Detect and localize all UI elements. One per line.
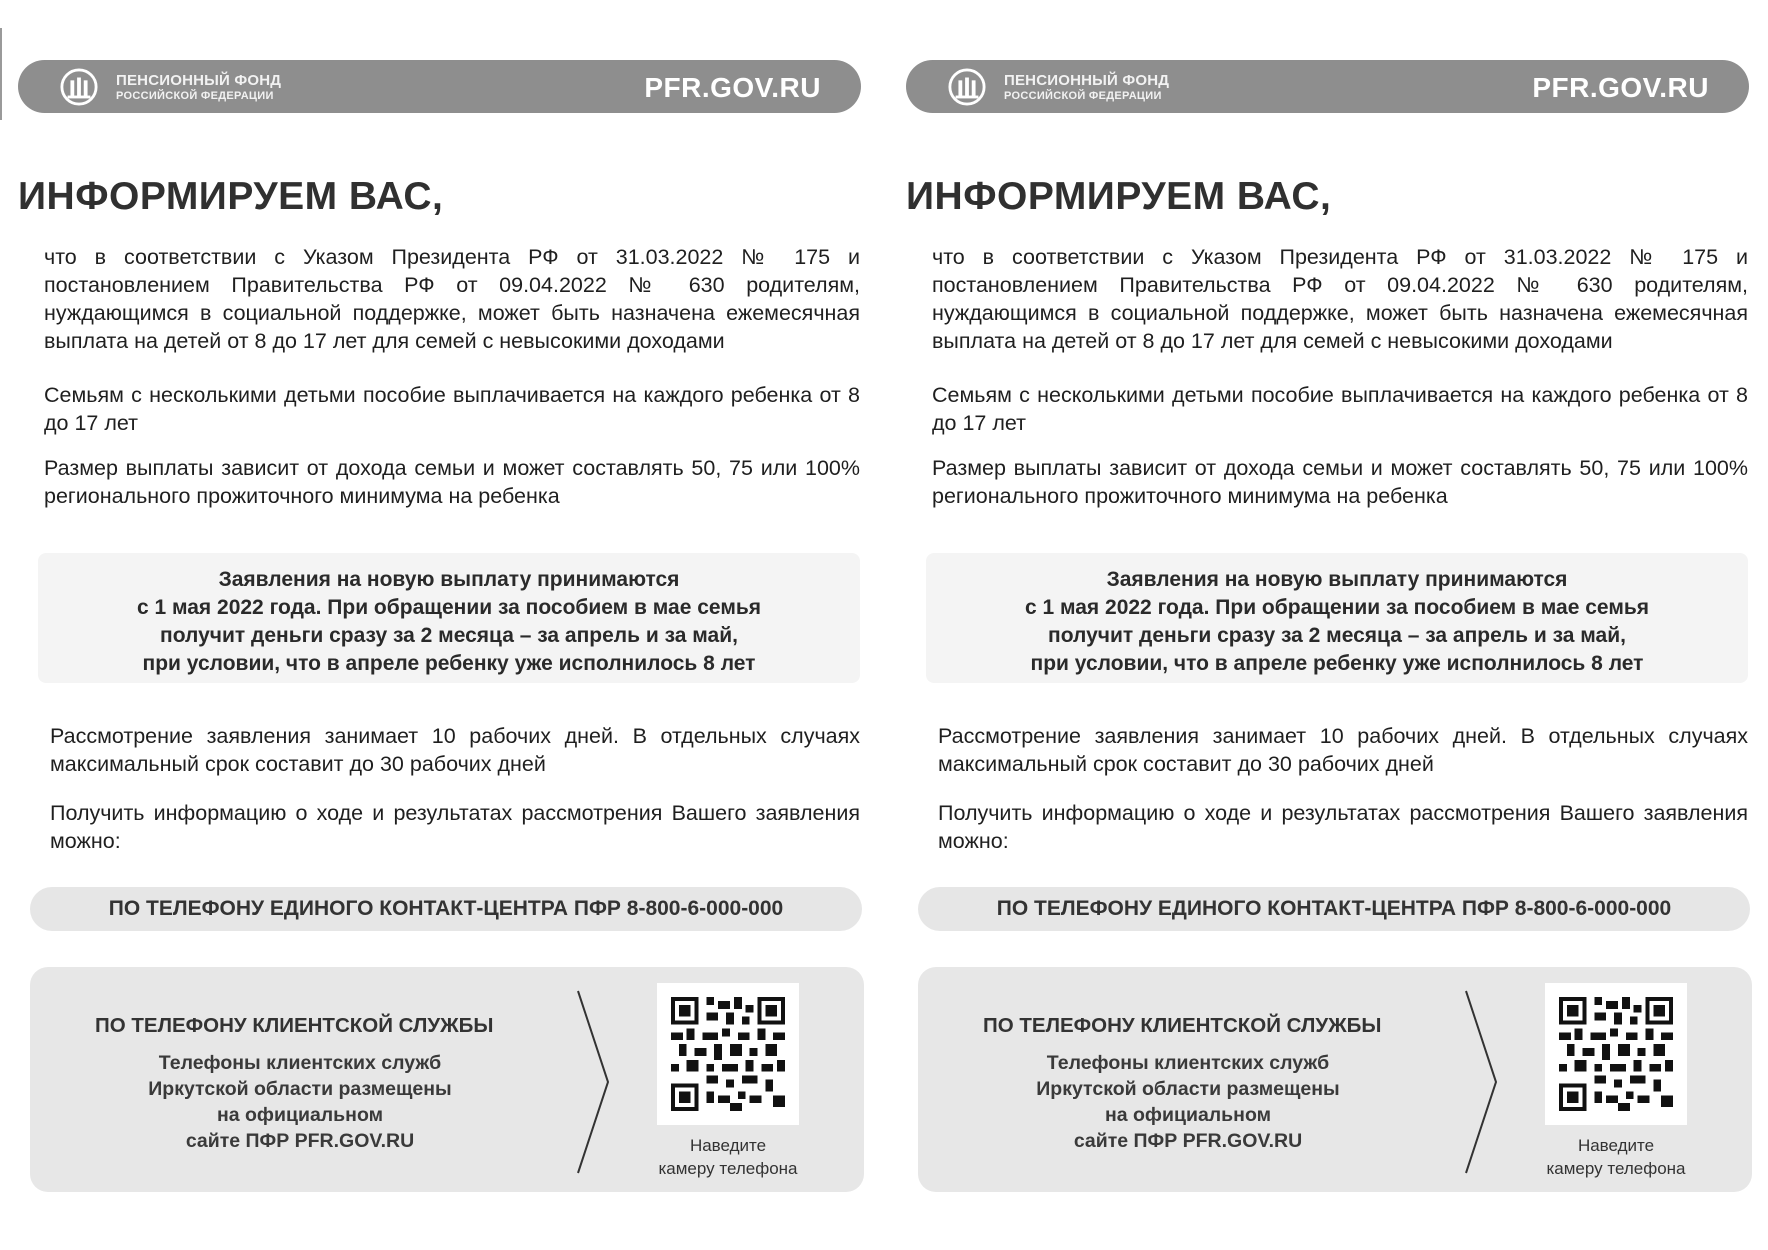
- families-paragraph: Семьям с несколькими детьми пособие выплачивается на каждого ребенка от 8 до 17 лет: [44, 383, 860, 435]
- client-service-text: [1003, 1050, 1373, 1154]
- client-service-line: сайте ПФР PFR.GOV.RU: [1073, 1130, 1303, 1152]
- org-name-line2: РОССИЙСКОЙ ФЕДЕРАЦИИ: [116, 89, 274, 102]
- page-title: ИНФОРМИРУЕМ ВАС,: [18, 175, 444, 218]
- client-service-line: на официальном: [216, 1104, 384, 1126]
- client-service-box: [30, 967, 864, 1192]
- client-service-line: Телефоны клиентских служб: [1046, 1052, 1330, 1074]
- decree-paragraph: что в соответствии с Указом Президента РФ от 31.03.2022 № 175 и постановлением Правительства РФ от 09.04.2022 № 630 родителям, нуждающимся в социальной поддержке, может быть назначена ежемесячная выплата на детей от 8 до 17 лет для семей с невысокими доходами: [932, 245, 1748, 353]
- client-service-line: Телефоны клиентских служб: [158, 1052, 442, 1074]
- review-paragraph: Рассмотрение заявления занимает 10 рабочих дней. В отдельных случаях максимальный срок составит до 30 рабочих дней: [50, 724, 860, 776]
- amount-paragraph: Размер выплаты зависит от дохода семьи и может составлять 50, 75 или 100% регионального прожиточного минимума на ребенка: [44, 456, 860, 508]
- org-name-line2: РОССИЙСКОЙ ФЕДЕРАЦИИ: [1004, 89, 1162, 102]
- info-paragraph: Получить информацию о ходе и результатах рассмотрения Вашего заявления можно:: [938, 801, 1748, 853]
- notice-line: получит деньги сразу за 2 месяца – за апрель и за май,: [160, 624, 738, 647]
- applications-notice: [38, 553, 860, 683]
- decree-paragraph: что в соответствии с Указом Президента РФ от 31.03.2022 № 175 и постановлением Правительства РФ от 09.04.2022 № 630 родителям, нуждающимся в социальной поддержке, может быть назначена ежемесячная выплата на детей от 8 до 17 лет для семей с невысокими доходами: [44, 245, 860, 353]
- info-paragraph: Получить информацию о ходе и результатах рассмотрения Вашего заявления можно:: [50, 801, 860, 853]
- notice-line: Заявления на новую выплату принимаются: [218, 568, 680, 591]
- qr-caption-line: камеру телефона: [658, 1159, 798, 1178]
- notice-line: при условии, что в апреле ребенку уже исполнилось 8 лет: [142, 652, 756, 675]
- org-name-line1: ПЕНСИОННЫЙ ФОНД: [1004, 72, 1170, 89]
- qr-caption: [1536, 1134, 1696, 1180]
- notice-line: получит деньги сразу за 2 месяца – за апрель и за май,: [1048, 624, 1626, 647]
- qr-caption-line: Наведите: [1577, 1136, 1655, 1155]
- client-service-text: [115, 1050, 485, 1154]
- client-service-line: сайте ПФР PFR.GOV.RU: [185, 1130, 415, 1152]
- qr-code-icon: [671, 997, 785, 1111]
- header-bar: [906, 60, 1749, 113]
- org-name: [1004, 73, 1169, 102]
- contact-center-phone[interactable]: ПО ТЕЛЕФОНУ ЕДИНОГО КОНТАКТ-ЦЕНТРА ПФР 8-800-6-000-000: [996, 897, 1672, 920]
- flyer-right: [906, 0, 1766, 1250]
- qr-caption: [648, 1134, 808, 1180]
- notice-line: с 1 мая 2022 года. При обращении за пособием в мае семья: [1024, 596, 1650, 619]
- client-service-line: на официальном: [1104, 1104, 1272, 1126]
- qr-caption-line: Наведите: [689, 1136, 767, 1155]
- applications-notice: [926, 553, 1748, 683]
- site-link[interactable]: PFR.GOV.RU: [1532, 72, 1709, 103]
- qr-code-icon: [1559, 997, 1673, 1111]
- pfr-logo-icon: [948, 68, 986, 106]
- client-service-line: Иркутской области размещены: [148, 1078, 452, 1100]
- contact-center-bar: [918, 887, 1750, 931]
- notice-text: [926, 553, 1748, 678]
- notice-line: Заявления на новую выплату принимаются: [1106, 568, 1568, 591]
- qr-caption-line: камеру телефона: [1546, 1159, 1686, 1178]
- review-paragraph: Рассмотрение заявления занимает 10 рабочих дней. В отдельных случаях максимальный срок составит до 30 рабочих дней: [938, 724, 1748, 776]
- flyer-left: [18, 0, 878, 1250]
- contact-center-phone[interactable]: ПО ТЕЛЕФОНУ ЕДИНОГО КОНТАКТ-ЦЕНТРА ПФР 8-800-6-000-000: [108, 897, 784, 920]
- notice-line: при условии, что в апреле ребенку уже исполнилось 8 лет: [1030, 652, 1644, 675]
- scan-page-edge: [0, 28, 2, 120]
- contact-center-bar: [30, 887, 862, 931]
- qr-code[interactable]: [1545, 983, 1687, 1125]
- client-service-title: ПО ТЕЛЕФОНУ КЛИЕНТСКОЙ СЛУЖБЫ: [95, 1014, 494, 1037]
- page-title: ИНФОРМИРУЕМ ВАС,: [906, 175, 1332, 218]
- qr-code[interactable]: [657, 983, 799, 1125]
- client-service-line: Иркутской области размещены: [1036, 1078, 1340, 1100]
- amount-paragraph: Размер выплаты зависит от дохода семьи и может составлять 50, 75 или 100% регионального прожиточного минимума на ребенка: [932, 456, 1748, 508]
- org-name: [116, 73, 281, 102]
- families-paragraph: Семьям с несколькими детьми пособие выплачивается на каждого ребенка от 8 до 17 лет: [932, 383, 1748, 435]
- chevron-right-icon: [1464, 989, 1498, 1175]
- client-service-box: [918, 967, 1752, 1192]
- client-service-title: ПО ТЕЛЕФОНУ КЛИЕНТСКОЙ СЛУЖБЫ: [983, 1014, 1382, 1037]
- org-name-line1: ПЕНСИОННЫЙ ФОНД: [116, 72, 282, 89]
- header-bar: [18, 60, 861, 113]
- site-link[interactable]: PFR.GOV.RU: [644, 72, 821, 103]
- notice-line: с 1 мая 2022 года. При обращении за пособием в мае семья: [136, 596, 762, 619]
- pfr-logo-icon: [60, 68, 98, 106]
- chevron-right-icon: [576, 989, 610, 1175]
- notice-text: [38, 553, 860, 678]
